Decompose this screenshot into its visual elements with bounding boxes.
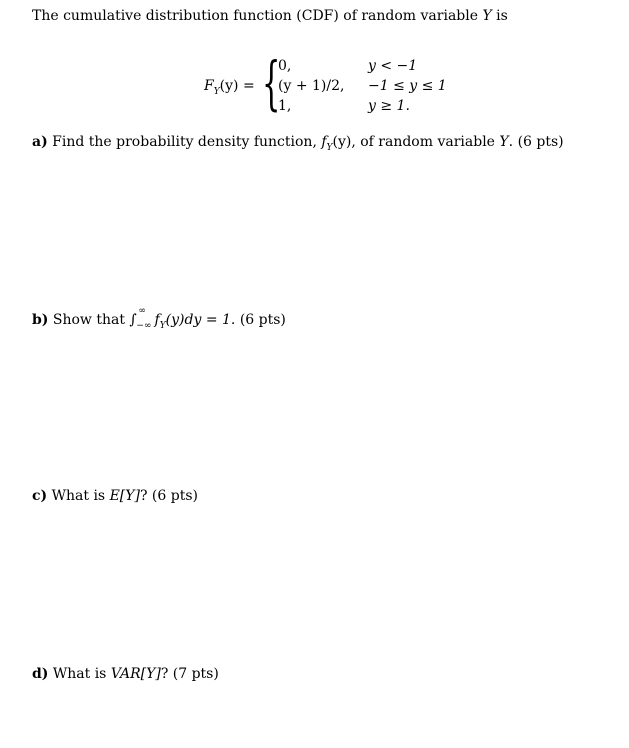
question-b-label: b): [32, 312, 49, 328]
question-d-label: d): [32, 666, 49, 682]
question-b-text-after: (6 pts): [235, 312, 286, 328]
question-b-text-before: Show that: [52, 312, 130, 328]
case-value-3: 1,: [278, 98, 292, 114]
question-d: [32, 666, 219, 682]
case-value-1: 0,: [278, 58, 292, 74]
cdf-equation: [204, 49, 464, 118]
question-a-text-before: Find the probability density function,: [52, 134, 322, 150]
question-c-expression: E[Y]: [109, 488, 140, 504]
equation-lhs-sub: Y: [213, 86, 220, 97]
case-condition-2: −1 ≤ y ≤ 1: [368, 78, 447, 94]
question-a-text-middle: , of random variable: [351, 134, 500, 150]
intro-variable: Y: [482, 8, 492, 24]
question-c-text-after: ? (6 pts): [139, 488, 198, 504]
question-a-func-sub: Y: [326, 142, 333, 153]
question-b-integrand-sub: Y: [159, 320, 166, 331]
intro-text-before: The cumulative distribution function (CDF) of random variable: [32, 8, 483, 24]
question-c-label: c): [32, 488, 48, 504]
left-brace: {: [262, 49, 281, 117]
question-d-text-before: What is: [52, 666, 111, 682]
case-condition-3: y ≥ 1.: [368, 98, 410, 114]
question-a-text-after: . (6 pts): [508, 134, 564, 150]
problem-intro: [32, 8, 508, 24]
question-d-text-after: ? (7 pts): [160, 666, 219, 682]
question-b-integrand: f: [154, 312, 160, 328]
question-b-integrand-rest: (y)dy = 1.: [165, 312, 236, 328]
question-a-variable: Y: [499, 134, 509, 150]
question-b: [32, 306, 286, 331]
integral-sign: ∫: [129, 312, 137, 328]
integral-lower-limit: −∞: [136, 321, 152, 331]
case-value-2: (y + 1)/2,: [278, 78, 345, 94]
integral-upper-limit: ∞: [138, 306, 146, 316]
intro-text-after: is: [491, 8, 508, 24]
question-c: [32, 488, 198, 504]
question-a: [32, 134, 564, 153]
equation-lhs-func: F: [204, 78, 214, 94]
equation-lhs-arg: (y) =: [219, 78, 255, 94]
case-condition-1: y < −1: [368, 58, 418, 74]
question-c-text-before: What is: [51, 488, 110, 504]
equation-lhs: [204, 78, 255, 97]
integral: [129, 306, 152, 331]
question-d-expression: VAR[Y]: [110, 666, 161, 682]
question-a-func-arg: (y): [332, 134, 352, 150]
question-a-label: a): [32, 134, 48, 150]
question-a-func: f: [321, 134, 327, 150]
